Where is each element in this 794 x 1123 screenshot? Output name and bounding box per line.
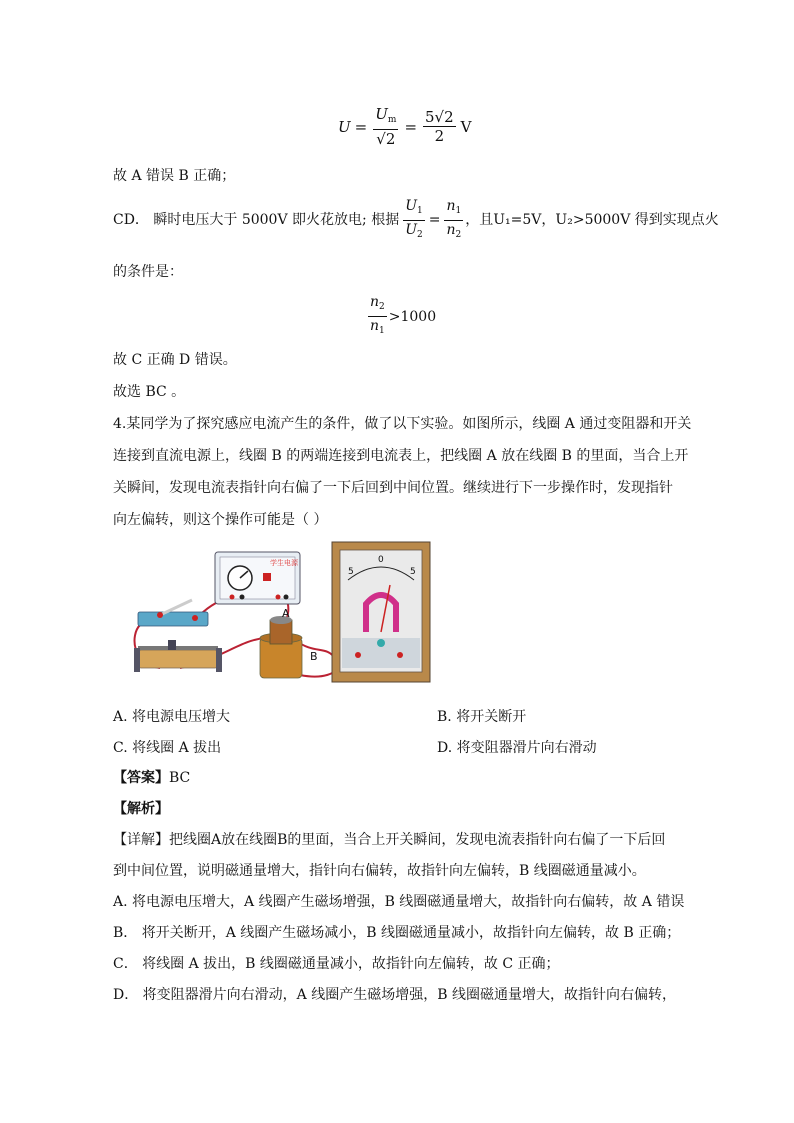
frac-n1: n bbox=[446, 197, 456, 214]
option-a: A. 将电源电压增大 bbox=[113, 709, 231, 725]
formula-u-eq2: = bbox=[404, 117, 418, 136]
label-b: B bbox=[310, 650, 318, 663]
option-c: C. 将线圈 A 拔出 bbox=[113, 740, 222, 756]
line-cd: CD． 瞬时电压大于 5000V 即火花放电; 根据 $\frac{U_1}{U_2}$ = $\frac{n_1}{n_2}$ ，且 U₁=5V， U₂>5000V 得到实现点火 bbox=[113, 198, 719, 242]
label-a: A bbox=[282, 607, 290, 620]
meter-right: 5 bbox=[410, 567, 416, 577]
formula-n bbox=[366, 294, 436, 339]
formula-n-num-sub: 2 bbox=[379, 302, 385, 312]
frac-u1-sub: 1 bbox=[417, 205, 423, 216]
experiment-figure bbox=[120, 540, 435, 690]
line-ab: 故 A 错误 B 正确； bbox=[113, 168, 236, 184]
line-cd-u2-value: U₂>5000V 得到实现点火 bbox=[555, 212, 719, 228]
line-cd-mid: ，且 bbox=[465, 212, 494, 228]
detail-line-4: B． 将开关断开，A 线圈产生磁场减小，B 线圈磁通量减小，故指针向左偏转，故 B 正确； bbox=[113, 925, 681, 941]
question-line-1: 4.某同学为了探究感应电流产生的条件，做了以下实验。如图所示，线圈 A 通过变阻器和开关 bbox=[113, 416, 692, 432]
option-b: B. 将开关断开 bbox=[437, 709, 527, 725]
fraction-5sqrt2-2 bbox=[423, 109, 456, 144]
formula-n-num: n bbox=[370, 294, 380, 310]
line-condition: 的条件是： bbox=[113, 264, 183, 280]
analysis-label: 【解析】 bbox=[113, 801, 169, 817]
formula-n-den: n bbox=[370, 318, 380, 334]
frac-n1-sub: 1 bbox=[455, 205, 462, 216]
question-line-2: 连接到直流电源上，线圈 B 的两端连接到电流表上，把线圈 A 放在线圈 B 的里面，当合上开 bbox=[113, 448, 689, 464]
den-sqrt2: √2 bbox=[376, 130, 396, 148]
den-2: 2 bbox=[434, 127, 445, 145]
line-choose: 故选 BC 。 bbox=[113, 384, 186, 400]
detail-line-3: A. 将电源电压增大，A 线圈产生磁场增强，B 线圈磁通量增大，故指针向右偏转，故 A 错误 bbox=[113, 894, 685, 910]
detail-line-1: 【详解】把线圈A放在线圈B的里面，当合上开关瞬间，发现电流表指针向右偏了一下后回 bbox=[113, 832, 666, 848]
fraction-n1-n2 bbox=[444, 198, 463, 243]
frac-u2: U bbox=[405, 221, 418, 238]
question-line-4: 向左偏转，则这个操作可能是（ ） bbox=[113, 512, 328, 528]
power-label: 学生电源 bbox=[270, 559, 298, 567]
option-d: D. 将变阻器滑片向右滑动 bbox=[437, 740, 597, 756]
formula-n-den-sub: 1 bbox=[379, 326, 385, 336]
fraction-u1-u2 bbox=[403, 198, 425, 243]
formula-n-rhs: >1000 bbox=[388, 308, 437, 325]
line-cd-prefix: CD． 瞬时电压大于 5000V 即火花放电; 根据 bbox=[113, 212, 400, 228]
coils bbox=[260, 607, 318, 678]
line-cd-u1-value: U₁=5V， bbox=[493, 212, 556, 228]
switch bbox=[138, 600, 208, 626]
question-line-3: 关瞬间，发现电流表指针向右偏了一下后回到中间位置。继续进行下一步操作时，发现指针 bbox=[113, 480, 673, 496]
frac-n2: n bbox=[446, 221, 456, 238]
answer-label: 【答案】 bbox=[113, 770, 169, 786]
num-u-sub: m bbox=[387, 115, 397, 125]
formula-u bbox=[338, 106, 472, 147]
detail-line-6: D． 将变阻器滑片向右滑动，A 线圈产生磁场增强，B 线圈磁通量增大，故指针向右偏转， bbox=[113, 987, 676, 1003]
line-c-correct: 故 C 正确 D 错误。 bbox=[113, 352, 237, 368]
power-supply bbox=[215, 552, 300, 604]
galvanometer bbox=[332, 542, 430, 682]
meter-left: 5 bbox=[348, 567, 354, 577]
formula-u-lhs: U bbox=[338, 117, 351, 136]
fraction-n2-n1 bbox=[368, 294, 387, 339]
fraction-um-sqrt2 bbox=[373, 106, 398, 147]
unit-v: V bbox=[460, 117, 472, 136]
num-5sqrt2: 5√2 bbox=[425, 108, 454, 126]
detail-line-5: C． 将线圈 A 拔出，B 线圈磁通量减小，故指针向左偏转，故 C 正确； bbox=[113, 956, 560, 972]
formula-u-eq: = bbox=[354, 117, 368, 136]
frac-n2-sub: 2 bbox=[455, 229, 462, 240]
frac-u1: U bbox=[405, 197, 418, 214]
frac-u2-sub: 2 bbox=[417, 229, 423, 240]
detail-line-2: 到中间位置，说明磁通量增大，指针向右偏转，故指针向左偏转，B 线圈磁通量减小。 bbox=[113, 863, 646, 879]
answer-line bbox=[113, 768, 190, 788]
meter-mid: 0 bbox=[378, 555, 384, 565]
answer-value: BC bbox=[169, 770, 191, 786]
rheostat bbox=[134, 640, 222, 672]
num-u: U bbox=[375, 105, 388, 123]
